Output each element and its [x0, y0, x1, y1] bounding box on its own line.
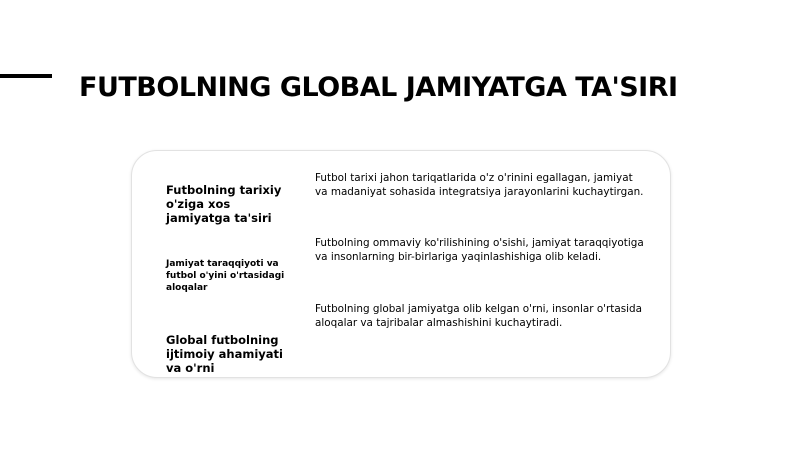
- row-heading-society: Jamiyat taraqqiyoti va futbol o'yini o'rtasidagi aloqalar: [166, 259, 285, 293]
- row-heading-global: Global futbolning ijtimoiy ahamiyati va o'rni: [166, 333, 283, 375]
- row-text-global: Futbolning global jamiyatga olib kelgan o'rni, insonlar o'rtasida aloqalar va tajribalar almashishini kuchaytiradi.: [315, 303, 643, 329]
- row-text-history: Futbol tarixi jahon tariqatlarida o'z o'rinini egallagan, jamiyat va madaniyat sohasida integratsiya jarayonlarini kuchaytirgan.: [315, 172, 644, 198]
- slide-title: FUTBOLNING GLOBAL JAMIYATGA TA'SIRI: [79, 72, 678, 103]
- row-text-society: Futbolning ommaviy ko'rilishining o'sishi, jamiyat taraqqiyotiga va insonlarning bir-birlariga yaqinlashishiga olib keladi.: [315, 237, 644, 263]
- row-heading-history: Futbolning tarixiy o'ziga xos jamiyatga ta'siri: [166, 183, 282, 225]
- title-accent-bar: [0, 74, 52, 78]
